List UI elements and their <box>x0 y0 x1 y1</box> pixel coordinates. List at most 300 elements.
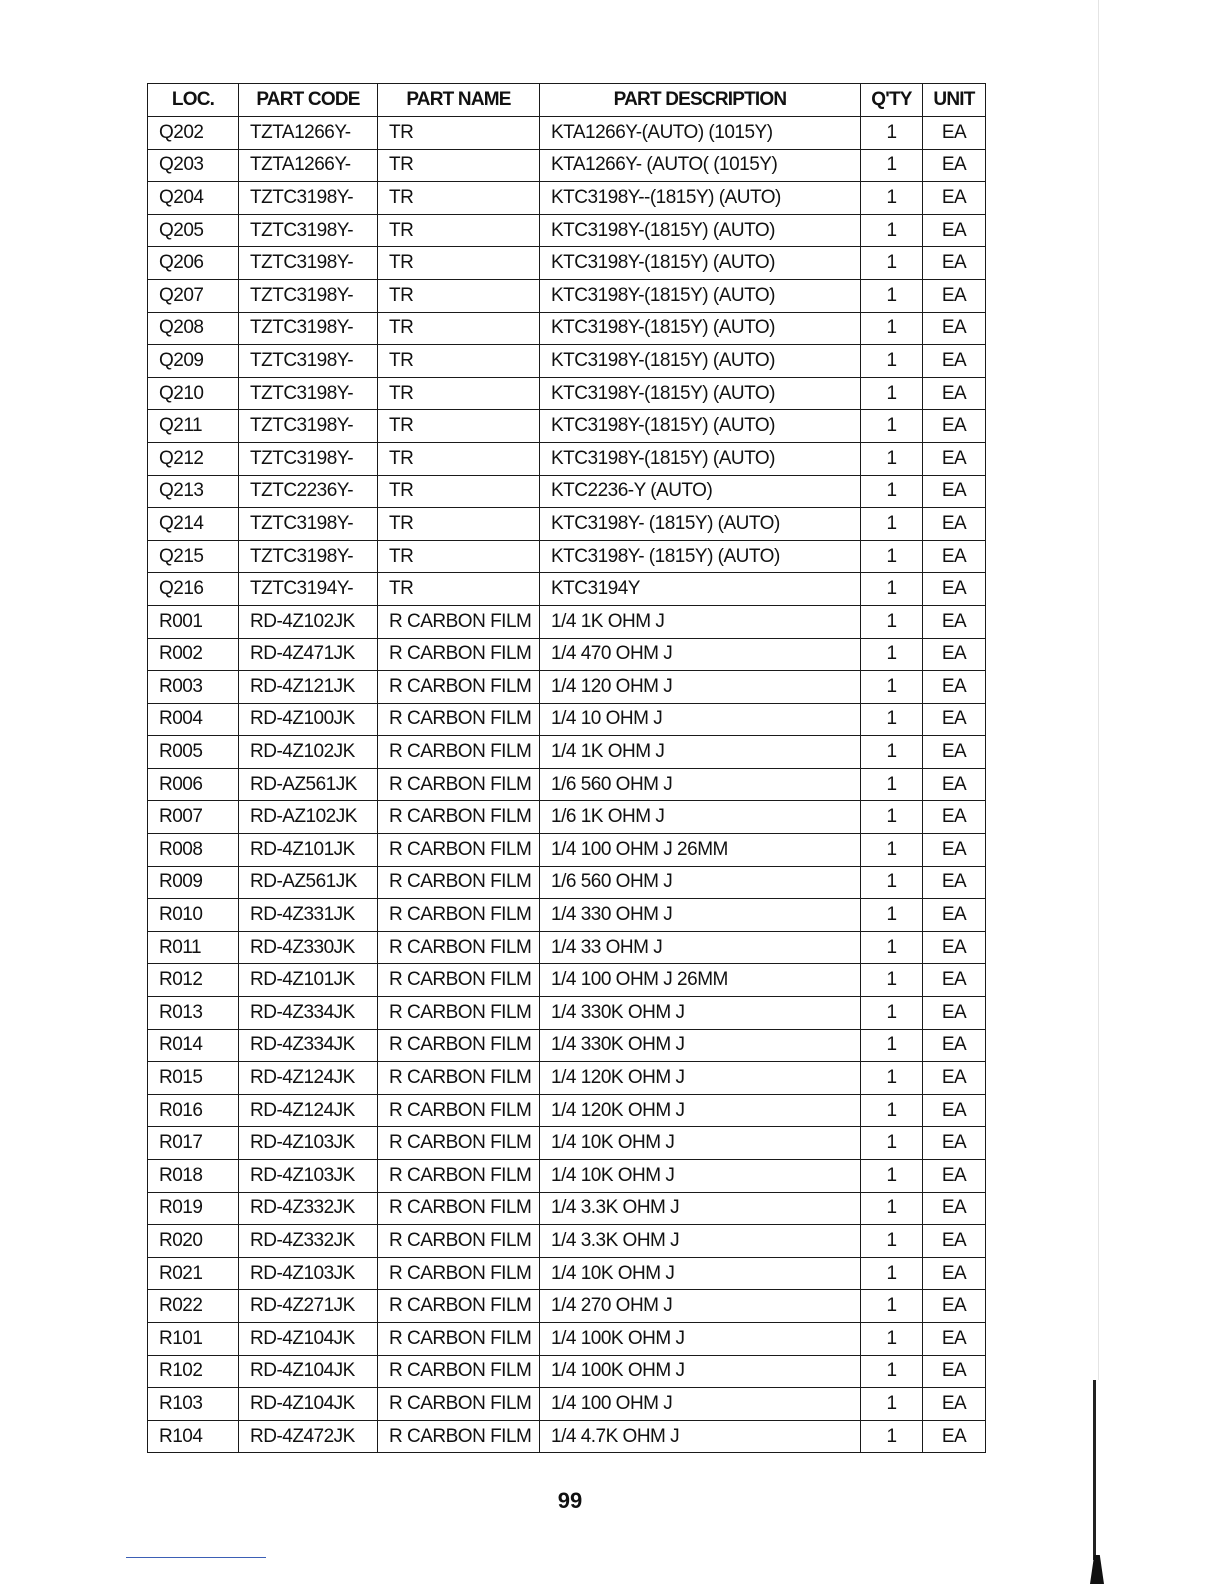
cell-part-description: 1/4 330K OHM J <box>540 997 861 1030</box>
table-row <box>148 638 986 671</box>
cell-part-name: R CARBON FILM <box>378 638 540 671</box>
cell-part-name: R CARBON FILM <box>378 1062 540 1095</box>
table-body <box>148 117 986 1453</box>
cell-part-description: 1/4 330K OHM J <box>540 1029 861 1062</box>
cell-part-description: KTC3194Y <box>540 573 861 606</box>
cell-part-description: 1/4 470 OHM J <box>540 638 861 671</box>
table-row <box>148 214 986 247</box>
cell-part-description: 1/4 100 OHM J 26MM <box>540 964 861 997</box>
table-row <box>148 377 986 410</box>
cell-qty: 1 <box>861 1355 923 1388</box>
cell-qty: 1 <box>861 1420 923 1453</box>
header-part-description: PART DESCRIPTION <box>540 84 861 117</box>
cell-part-name: R CARBON FILM <box>378 1127 540 1160</box>
cell-part-description: KTA1266Y-(AUTO) (1015Y) <box>540 117 861 150</box>
cell-unit: EA <box>923 508 986 541</box>
table-row <box>148 573 986 606</box>
cell-part-code: RD-4Z104JK <box>239 1355 378 1388</box>
cell-qty: 1 <box>861 997 923 1030</box>
table-row <box>148 1062 986 1095</box>
cell-loc: Q203 <box>148 149 239 182</box>
cell-unit: EA <box>923 605 986 638</box>
cell-qty: 1 <box>861 703 923 736</box>
cell-unit: EA <box>923 410 986 443</box>
cell-loc: Q214 <box>148 508 239 541</box>
cell-qty: 1 <box>861 801 923 834</box>
cell-part-code: TZTA1266Y- <box>239 149 378 182</box>
cell-part-name: R CARBON FILM <box>378 964 540 997</box>
table-row <box>148 605 986 638</box>
cell-part-description: 1/4 1K OHM J <box>540 605 861 638</box>
cell-part-code: RD-4Z334JK <box>239 1029 378 1062</box>
cell-loc: R017 <box>148 1127 239 1160</box>
header-part-name: PART NAME <box>378 84 540 117</box>
cell-loc: R022 <box>148 1290 239 1323</box>
cell-unit: EA <box>923 1355 986 1388</box>
cell-qty: 1 <box>861 312 923 345</box>
cell-part-code: RD-4Z332JK <box>239 1192 378 1225</box>
table-row <box>148 1388 986 1421</box>
cell-part-code: TZTC3198Y- <box>239 279 378 312</box>
cell-unit: EA <box>923 1225 986 1258</box>
cell-part-name: R CARBON FILM <box>378 1160 540 1193</box>
cell-unit: EA <box>923 1127 986 1160</box>
cell-part-description: 1/6 560 OHM J <box>540 866 861 899</box>
cell-loc: R019 <box>148 1192 239 1225</box>
cell-part-name: TR <box>378 508 540 541</box>
cell-part-description: 1/4 100 OHM J <box>540 1388 861 1421</box>
cell-part-description: 1/4 10K OHM J <box>540 1127 861 1160</box>
cell-loc: Q210 <box>148 377 239 410</box>
table-row <box>148 1127 986 1160</box>
table-row <box>148 1322 986 1355</box>
table-row <box>148 834 986 867</box>
cell-part-name: R CARBON FILM <box>378 1388 540 1421</box>
cell-part-name: R CARBON FILM <box>378 1290 540 1323</box>
cell-part-description: 1/4 10K OHM J <box>540 1257 861 1290</box>
cell-loc: Q213 <box>148 475 239 508</box>
cell-part-name: TR <box>378 182 540 215</box>
cell-part-name: TR <box>378 410 540 443</box>
cell-unit: EA <box>923 149 986 182</box>
cell-loc: Q216 <box>148 573 239 606</box>
cell-part-name: TR <box>378 345 540 378</box>
cell-part-name: R CARBON FILM <box>378 1225 540 1258</box>
table-row <box>148 117 986 150</box>
cell-unit: EA <box>923 638 986 671</box>
cell-unit: EA <box>923 1322 986 1355</box>
cell-qty: 1 <box>861 768 923 801</box>
cell-part-code: RD-4Z471JK <box>239 638 378 671</box>
cell-part-name: R CARBON FILM <box>378 671 540 704</box>
table-row <box>148 247 986 280</box>
cell-qty: 1 <box>861 573 923 606</box>
cell-part-description: 1/4 100K OHM J <box>540 1355 861 1388</box>
cell-part-code: TZTA1266Y- <box>239 117 378 150</box>
cell-part-code: RD-4Z101JK <box>239 834 378 867</box>
cell-unit: EA <box>923 1029 986 1062</box>
cell-qty: 1 <box>861 1257 923 1290</box>
table-row <box>148 1225 986 1258</box>
cell-loc: Q211 <box>148 410 239 443</box>
cell-loc: Q212 <box>148 442 239 475</box>
table-row <box>148 1355 986 1388</box>
cell-qty: 1 <box>861 1192 923 1225</box>
table-row <box>148 931 986 964</box>
cell-qty: 1 <box>861 1062 923 1095</box>
cell-part-name: R CARBON FILM <box>378 834 540 867</box>
table-row <box>148 736 986 769</box>
cell-qty: 1 <box>861 1290 923 1323</box>
cell-part-code: TZTC3198Y- <box>239 377 378 410</box>
table-row <box>148 866 986 899</box>
table-row <box>148 997 986 1030</box>
cell-qty: 1 <box>861 508 923 541</box>
cell-part-description: KTC3198Y- (1815Y) (AUTO) <box>540 540 861 573</box>
cell-part-name: TR <box>378 247 540 280</box>
cell-loc: Q205 <box>148 214 239 247</box>
table-row <box>148 671 986 704</box>
parts-list-table <box>147 83 986 1453</box>
cell-part-description: 1/6 560 OHM J <box>540 768 861 801</box>
cell-part-name: R CARBON FILM <box>378 931 540 964</box>
cell-part-code: TZTC3198Y- <box>239 182 378 215</box>
footer-rule <box>126 1557 266 1558</box>
cell-part-description: 1/4 10 OHM J <box>540 703 861 736</box>
cell-part-description: KTC3198Y-(1815Y) (AUTO) <box>540 279 861 312</box>
cell-part-code: RD-4Z334JK <box>239 997 378 1030</box>
table-row <box>148 1094 986 1127</box>
cell-part-name: R CARBON FILM <box>378 736 540 769</box>
cell-loc: R104 <box>148 1420 239 1453</box>
cell-part-description: 1/4 270 OHM J <box>540 1290 861 1323</box>
cell-part-code: RD-4Z103JK <box>239 1127 378 1160</box>
table-row <box>148 1160 986 1193</box>
cell-loc: R018 <box>148 1160 239 1193</box>
cell-loc: R103 <box>148 1388 239 1421</box>
cell-part-code: TZTC3198Y- <box>239 345 378 378</box>
table-row <box>148 1257 986 1290</box>
cell-loc: R002 <box>148 638 239 671</box>
page-edge-shadow <box>1098 0 1099 1380</box>
cell-unit: EA <box>923 540 986 573</box>
cell-loc: R007 <box>148 801 239 834</box>
cell-qty: 1 <box>861 540 923 573</box>
cell-part-description: KTC3198Y-(1815Y) (AUTO) <box>540 247 861 280</box>
cell-part-code: TZTC3198Y- <box>239 442 378 475</box>
table-row <box>148 899 986 932</box>
cell-loc: R015 <box>148 1062 239 1095</box>
cell-qty: 1 <box>861 1127 923 1160</box>
cell-part-name: TR <box>378 475 540 508</box>
cell-part-description: 1/4 33 OHM J <box>540 931 861 964</box>
cell-loc: R101 <box>148 1322 239 1355</box>
cell-part-description: 1/4 330 OHM J <box>540 899 861 932</box>
cell-loc: Q208 <box>148 312 239 345</box>
cell-part-code: RD-4Z102JK <box>239 736 378 769</box>
cell-part-name: TR <box>378 149 540 182</box>
cell-part-description: KTA1266Y- (AUTO( (1015Y) <box>540 149 861 182</box>
cell-unit: EA <box>923 801 986 834</box>
cell-part-name: R CARBON FILM <box>378 1029 540 1062</box>
cell-unit: EA <box>923 1420 986 1453</box>
table-row <box>148 182 986 215</box>
cell-part-code: TZTC2236Y- <box>239 475 378 508</box>
cell-part-code: TZTC3194Y- <box>239 573 378 606</box>
cell-part-code: RD-4Z124JK <box>239 1094 378 1127</box>
header-part-code: PART CODE <box>239 84 378 117</box>
table-row <box>148 703 986 736</box>
cell-loc: R009 <box>148 866 239 899</box>
cell-part-name: R CARBON FILM <box>378 1322 540 1355</box>
cell-loc: R008 <box>148 834 239 867</box>
cell-part-description: KTC3198Y-(1815Y) (AUTO) <box>540 312 861 345</box>
cell-part-code: RD-4Z100JK <box>239 703 378 736</box>
cell-loc: R004 <box>148 703 239 736</box>
table-row <box>148 1029 986 1062</box>
cell-part-code: RD-4Z271JK <box>239 1290 378 1323</box>
cell-loc: R010 <box>148 899 239 932</box>
cell-qty: 1 <box>861 638 923 671</box>
table-row <box>148 1192 986 1225</box>
cell-part-description: 1/4 3.3K OHM J <box>540 1225 861 1258</box>
cell-part-description: KTC3198Y- (1815Y) (AUTO) <box>540 508 861 541</box>
cell-qty: 1 <box>861 1160 923 1193</box>
cell-loc: Q206 <box>148 247 239 280</box>
cell-unit: EA <box>923 117 986 150</box>
table-row <box>148 540 986 573</box>
cell-part-description: 1/4 4.7K OHM J <box>540 1420 861 1453</box>
cell-qty: 1 <box>861 279 923 312</box>
cell-unit: EA <box>923 1062 986 1095</box>
cell-part-name: TR <box>378 279 540 312</box>
cell-loc: R102 <box>148 1355 239 1388</box>
cell-part-code: RD-4Z331JK <box>239 899 378 932</box>
cell-unit: EA <box>923 997 986 1030</box>
cell-unit: EA <box>923 931 986 964</box>
cell-part-name: R CARBON FILM <box>378 801 540 834</box>
cell-qty: 1 <box>861 736 923 769</box>
cell-part-description: KTC3198Y-(1815Y) (AUTO) <box>540 442 861 475</box>
cell-qty: 1 <box>861 1094 923 1127</box>
cell-unit: EA <box>923 671 986 704</box>
cell-loc: R001 <box>148 605 239 638</box>
cell-part-description: KTC3198Y-(1815Y) (AUTO) <box>540 214 861 247</box>
cell-loc: R021 <box>148 1257 239 1290</box>
cell-unit: EA <box>923 377 986 410</box>
cell-qty: 1 <box>861 182 923 215</box>
cell-part-code: RD-4Z102JK <box>239 605 378 638</box>
header-loc: LOC. <box>148 84 239 117</box>
table-row <box>148 801 986 834</box>
cell-part-name: R CARBON FILM <box>378 899 540 932</box>
cell-qty: 1 <box>861 964 923 997</box>
cell-qty: 1 <box>861 1225 923 1258</box>
cell-part-code: RD-4Z121JK <box>239 671 378 704</box>
cell-unit: EA <box>923 736 986 769</box>
cell-loc: Q207 <box>148 279 239 312</box>
cell-part-name: R CARBON FILM <box>378 1257 540 1290</box>
cell-unit: EA <box>923 834 986 867</box>
table-row <box>148 1420 986 1453</box>
cell-part-description: KTC3198Y-(1815Y) (AUTO) <box>540 410 861 443</box>
cell-part-name: TR <box>378 117 540 150</box>
cell-part-name: R CARBON FILM <box>378 1094 540 1127</box>
cell-part-description: 1/4 100 OHM J 26MM <box>540 834 861 867</box>
cell-unit: EA <box>923 866 986 899</box>
cell-part-description: 1/6 1K OHM J <box>540 801 861 834</box>
cell-unit: EA <box>923 182 986 215</box>
cell-part-name: R CARBON FILM <box>378 703 540 736</box>
cell-unit: EA <box>923 1094 986 1127</box>
cell-qty: 1 <box>861 605 923 638</box>
table-row <box>148 964 986 997</box>
cell-part-description: 1/4 10K OHM J <box>540 1160 861 1193</box>
cell-loc: R014 <box>148 1029 239 1062</box>
table-row <box>148 1290 986 1323</box>
cell-part-code: TZTC3198Y- <box>239 312 378 345</box>
cell-loc: Q202 <box>148 117 239 150</box>
cell-qty: 1 <box>861 345 923 378</box>
cell-unit: EA <box>923 279 986 312</box>
cell-part-description: 1/4 120 OHM J <box>540 671 861 704</box>
cell-qty: 1 <box>861 117 923 150</box>
cell-qty: 1 <box>861 931 923 964</box>
cell-unit: EA <box>923 442 986 475</box>
table-row <box>148 768 986 801</box>
page-number: 99 <box>557 1488 583 1513</box>
cell-part-name: R CARBON FILM <box>378 768 540 801</box>
cell-loc: R005 <box>148 736 239 769</box>
cell-part-description: KTC3198Y--(1815Y) (AUTO) <box>540 182 861 215</box>
cell-loc: Q209 <box>148 345 239 378</box>
cell-part-code: RD-4Z103JK <box>239 1160 378 1193</box>
cell-unit: EA <box>923 573 986 606</box>
header-qty: Q'TY <box>861 84 923 117</box>
cell-part-description: KTC3198Y-(1815Y) (AUTO) <box>540 377 861 410</box>
cell-part-name: R CARBON FILM <box>378 1192 540 1225</box>
cell-unit: EA <box>923 475 986 508</box>
cell-qty: 1 <box>861 214 923 247</box>
cell-loc: R006 <box>148 768 239 801</box>
cell-part-code: RD-4Z472JK <box>239 1420 378 1453</box>
cell-part-description: KTC2236-Y (AUTO) <box>540 475 861 508</box>
cell-qty: 1 <box>861 247 923 280</box>
table-row <box>148 442 986 475</box>
cell-loc: R016 <box>148 1094 239 1127</box>
cell-part-code: TZTC3198Y- <box>239 508 378 541</box>
cell-unit: EA <box>923 214 986 247</box>
cell-part-code: RD-AZ102JK <box>239 801 378 834</box>
cell-unit: EA <box>923 768 986 801</box>
cell-qty: 1 <box>861 834 923 867</box>
cell-unit: EA <box>923 1290 986 1323</box>
cell-part-code: TZTC3198Y- <box>239 540 378 573</box>
cell-part-name: TR <box>378 540 540 573</box>
table-row <box>148 312 986 345</box>
cell-unit: EA <box>923 899 986 932</box>
binding-edge <box>1093 1380 1096 1560</box>
cell-part-code: RD-4Z101JK <box>239 964 378 997</box>
cell-part-name: TR <box>378 377 540 410</box>
cell-unit: EA <box>923 1192 986 1225</box>
cell-unit: EA <box>923 1257 986 1290</box>
cell-qty: 1 <box>861 1388 923 1421</box>
cell-loc: R003 <box>148 671 239 704</box>
table-row <box>148 149 986 182</box>
cell-unit: EA <box>923 1388 986 1421</box>
cell-part-code: RD-AZ561JK <box>239 866 378 899</box>
cell-part-name: R CARBON FILM <box>378 1355 540 1388</box>
cell-part-description: 1/4 3.3K OHM J <box>540 1192 861 1225</box>
cell-part-code: RD-4Z104JK <box>239 1388 378 1421</box>
table-row <box>148 508 986 541</box>
cell-part-name: R CARBON FILM <box>378 605 540 638</box>
cell-part-code: RD-4Z332JK <box>239 1225 378 1258</box>
table-row <box>148 345 986 378</box>
cell-qty: 1 <box>861 1322 923 1355</box>
cell-loc: Q215 <box>148 540 239 573</box>
cell-qty: 1 <box>861 1029 923 1062</box>
cell-qty: 1 <box>861 149 923 182</box>
cell-qty: 1 <box>861 866 923 899</box>
cell-loc: R012 <box>148 964 239 997</box>
table-row <box>148 279 986 312</box>
cell-part-name: TR <box>378 312 540 345</box>
cell-qty: 1 <box>861 899 923 932</box>
cell-loc: Q204 <box>148 182 239 215</box>
table-row <box>148 475 986 508</box>
cell-part-description: KTC3198Y-(1815Y) (AUTO) <box>540 345 861 378</box>
cell-part-name: R CARBON FILM <box>378 866 540 899</box>
cell-loc: R013 <box>148 997 239 1030</box>
cell-unit: EA <box>923 964 986 997</box>
cell-qty: 1 <box>861 671 923 704</box>
cell-part-code: TZTC3198Y- <box>239 410 378 443</box>
cell-part-code: RD-4Z104JK <box>239 1322 378 1355</box>
cell-part-description: 1/4 120K OHM J <box>540 1094 861 1127</box>
cell-part-code: RD-4Z330JK <box>239 931 378 964</box>
cell-part-code: RD-4Z124JK <box>239 1062 378 1095</box>
cell-part-name: TR <box>378 442 540 475</box>
cell-qty: 1 <box>861 442 923 475</box>
cell-qty: 1 <box>861 410 923 443</box>
table-header-row <box>148 84 986 117</box>
cell-part-code: TZTC3198Y- <box>239 247 378 280</box>
cell-part-description: 1/4 120K OHM J <box>540 1062 861 1095</box>
table-row <box>148 410 986 443</box>
cell-loc: R011 <box>148 931 239 964</box>
cell-qty: 1 <box>861 377 923 410</box>
cell-part-name: R CARBON FILM <box>378 997 540 1030</box>
cell-part-code: TZTC3198Y- <box>239 214 378 247</box>
cell-part-description: 1/4 1K OHM J <box>540 736 861 769</box>
cell-unit: EA <box>923 703 986 736</box>
cell-unit: EA <box>923 345 986 378</box>
cell-loc: R020 <box>148 1225 239 1258</box>
header-unit: UNIT <box>923 84 986 117</box>
cell-qty: 1 <box>861 475 923 508</box>
cell-part-name: TR <box>378 573 540 606</box>
cell-part-description: 1/4 100K OHM J <box>540 1322 861 1355</box>
cell-part-code: RD-AZ561JK <box>239 768 378 801</box>
cell-unit: EA <box>923 1160 986 1193</box>
cell-part-code: RD-4Z103JK <box>239 1257 378 1290</box>
cell-part-name: TR <box>378 214 540 247</box>
cell-part-name: R CARBON FILM <box>378 1420 540 1453</box>
cell-unit: EA <box>923 312 986 345</box>
cell-unit: EA <box>923 247 986 280</box>
